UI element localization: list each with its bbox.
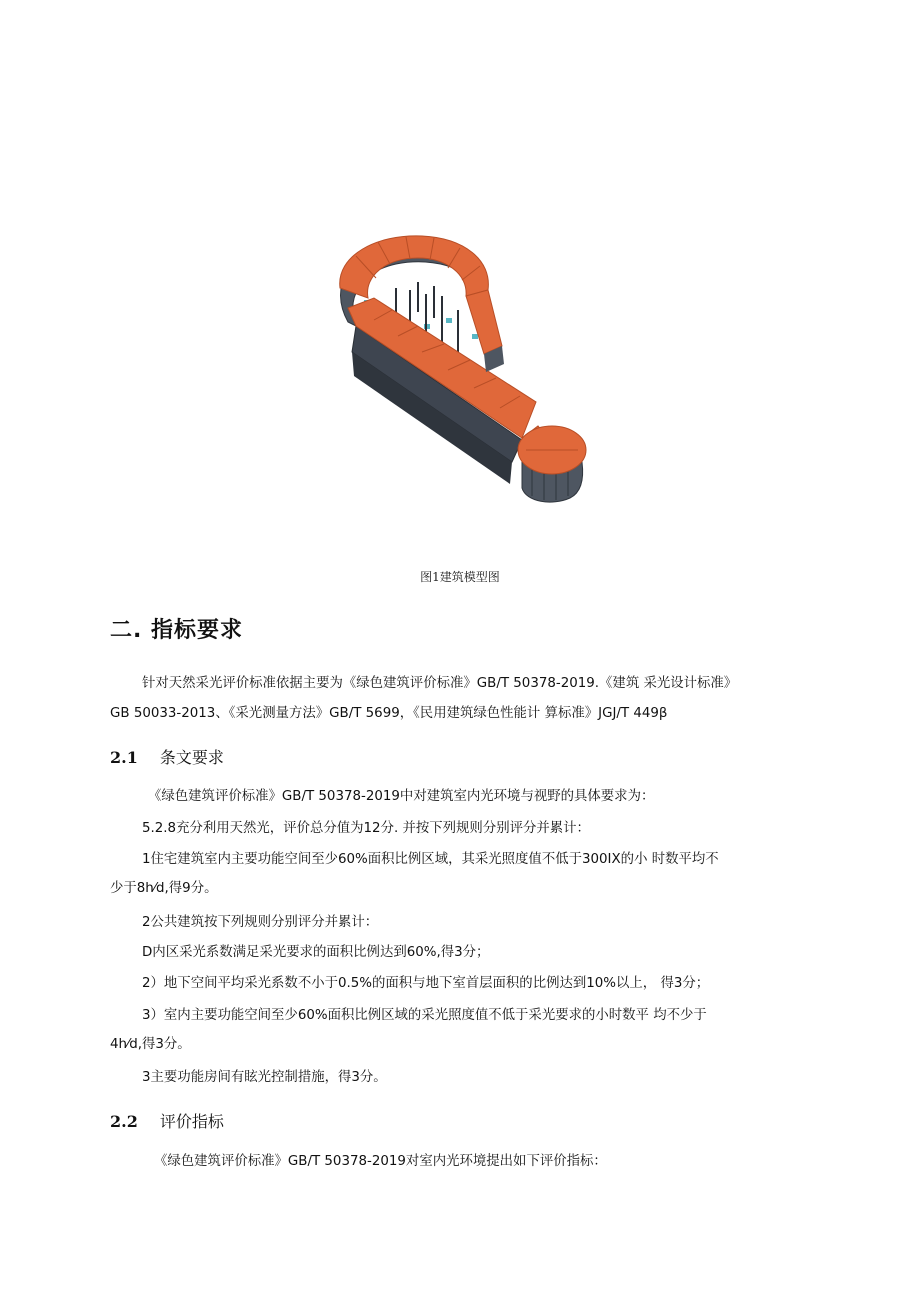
subsection-number: 2.2	[110, 1112, 138, 1131]
paragraph: 少于8h⁄d,得9分。	[110, 881, 218, 896]
building-model-image	[326, 226, 588, 506]
section-title: 二. 指标要求	[110, 618, 244, 643]
paragraph: 《绿色建筑评价标准》GB/T 50378-2019中对建筑室内光环境与视野的具体要求为：	[148, 789, 655, 804]
paragraph: 4h⁄d,得3分。	[110, 1037, 191, 1052]
paragraph: D内区采光系数满足采光要求的面积比例达到60%,得3分；	[142, 945, 490, 960]
paragraph: 2公共建筑按下列规则分别评分并累计：	[142, 915, 379, 930]
subsection-2-2-heading	[110, 1109, 224, 1132]
paragraph: 3）室内主要功能空间至少60%面积比例区域的采光照度值不低于采光要求的小时数平 均不少于	[142, 1008, 707, 1023]
paragraph: 5.2.8充分利用天然光，评价总分值为12分. 并按下列规则分别评分并累计：	[142, 821, 590, 836]
paragraph: 3主要功能房间有眩光控制措施，得3分。	[142, 1070, 387, 1085]
subsection-title: 条文要求	[159, 748, 224, 767]
figure-caption: 图1建筑模型图	[420, 570, 500, 584]
subsection-number: 2.1	[110, 748, 138, 767]
paragraph: 1住宅建筑室内主要功能空间至少60%面积比例区域，其采光照度值不低于300IX的小 时数平均不	[142, 852, 719, 867]
paragraph: 《绿色建筑评价标准》GB/T 50378-2019对室内光环境提出如下评价指标：	[154, 1154, 607, 1169]
subsection-title: 评价指标	[159, 1112, 224, 1131]
intro-line-2: GB 50033-2013、《采光测量方法》GB/T 5699，《民用建筑绿色性能计 算标准》JGJ/T 449β	[110, 706, 668, 721]
subsection-2-1-heading	[110, 745, 224, 768]
intro-line-1: 针对天然采光评价标准依据主要为《绿色建筑评价标准》GB/T 50378-2019.《建筑 采光设计标准》	[142, 676, 738, 691]
paragraph: 2）地下空间平均采光系数不小于0.5%的面积与地下室首层面积的比例达到10%以上， 得3分；	[142, 976, 710, 991]
